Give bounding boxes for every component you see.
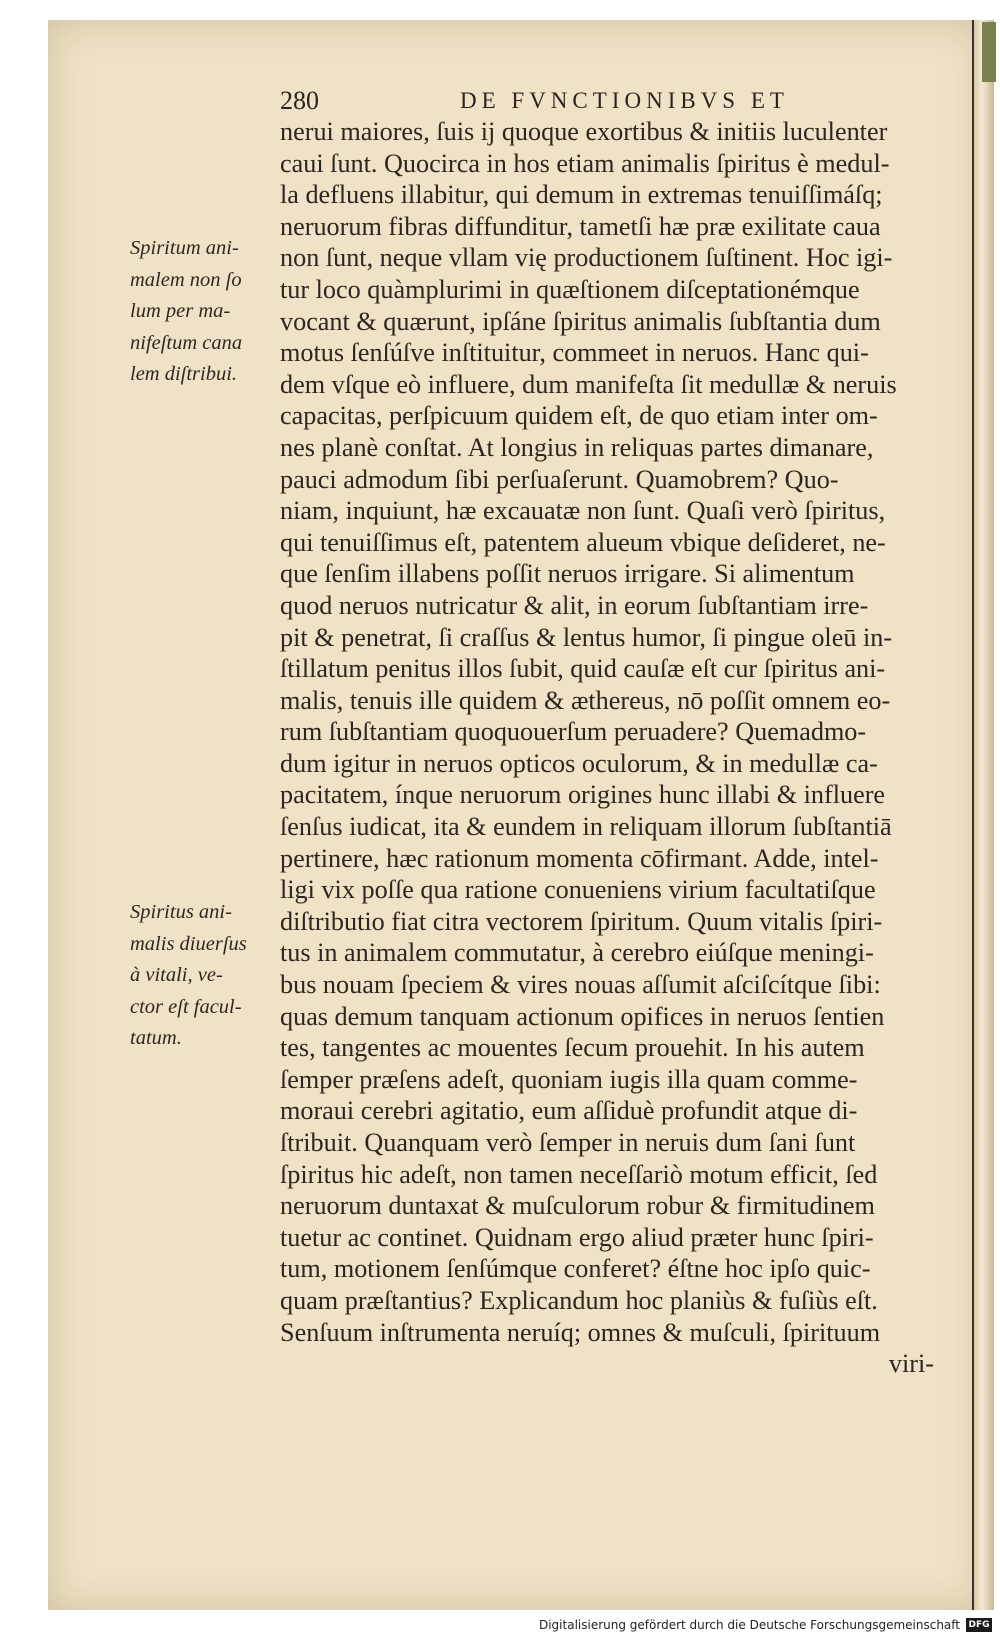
text-line: tur loco quàmplurimi in quæſtionem diſceptationémque [280,274,860,304]
margin-note-line: nifeſtum cana [130,331,243,354]
text-line: tuetur ac continet. Quidnam ergo aliud præter hunc ſpiri- [280,1222,874,1252]
text-line: pacitatem, ínque neruorum origines hunc illabi & influere [280,780,886,810]
text-line: que ſenſim illabens poſſit neruos irrigare. Si alimentum [280,559,855,589]
text-line: quas demum tanquam actionum opifices in neruos ſentien [280,1001,885,1031]
text-line: bus nouam ſpeciem & vires nouas aſſumit aſciſcítque ſibi: [280,970,881,1000]
text-line: Senſuum inſtrumenta neruíq; omnes & muſculi, ſpirituum [280,1317,881,1347]
text-line: quod neruos nutricatur & alit, in eorum ſubſtantiam irre- [280,590,869,620]
text-line: rum ſubſtantiam quoquouerſum peruadere? Quemadmo- [280,717,867,747]
text-line: neruorum duntaxat & muſculorum robur & firmitudinem [280,1191,875,1221]
digitization-footer [539,1615,992,1635]
text-line: capacitas, perſpicuum quidem eſt, de quo etiam inter om- [280,401,878,431]
margin-note-line: à vitali, ve- [130,964,223,987]
margin-note-line: lum per ma- [130,300,231,323]
text-line: pit & penetrat, ſi craſſus & lentus humor, ſi pingue oleū in- [280,622,893,652]
margin-note-2 [130,897,275,1055]
margin-note-line: tatum. [130,1027,182,1050]
margin-note-line: ctor eſt facul- [130,995,242,1018]
text-line: dum igitur in neruos opticos oculorum, & in medullæ ca- [280,748,878,778]
text-line: tes, tangentes ac mouentes ſecum prouehit. In his autem [280,1033,865,1063]
text-line: dem vſque eò influere, dum manifeſta ſit medullæ & neruis [280,369,897,399]
running-head [280,86,900,120]
text-line: ſenſus iudicat, ita & eundem in reliquam illorum ſubſtantiā [280,812,892,842]
margin-note-line: malem non ſo [130,268,242,291]
text-line: quam præſtantius? Explicandum hoc planiùs & fuſiùs eſt. [280,1285,878,1315]
margin-note-line: Spiritum ani- [130,237,239,259]
text-line: vocant & quærunt, ipſáne ſpiritus animalis ſubſtantia dum [280,306,881,336]
text-line: ſtribuit. Quanquam verò ſemper in neruis dum ſani ſunt [280,1128,856,1157]
ribbon-marker [982,22,996,82]
text-line: diſtributio fiat citra vectorem ſpiritum. Quum vitalis ſpiri- [280,906,883,936]
running-title: DE FVNCTIONIBVS ET [460,88,789,113]
text-line: malis, tenuis ille quidem & æthereus, nō poſſit omnem eo- [280,685,891,715]
text-line: caui ſunt. Quocirca in hos etiam animalis ſpiritus è medul- [280,148,890,178]
text-line: pertinere, hæc rationum momenta cōfirmant. Adde, intel- [280,843,879,873]
dfg-logo: DFG [966,1618,992,1632]
catchword: viri- [888,1349,934,1379]
text-line: tus in animalem commutatur, à cerebro eiúſque meningi- [280,938,874,968]
body-text [280,116,936,1380]
margin-note-line: malis diuerſus [130,932,247,955]
text-line: niam, inquiunt, hæ excauatæ non ſunt. Quaſi verò ſpiritus, [280,496,886,526]
text-line: nerui maiores, ſuis ij quoque exortibus & initiis luculenter [280,117,888,146]
margin-note-1 [130,233,275,391]
text-line: nes planè conſtat. At longius in reliquas partes dimanare, [280,432,874,462]
funding-credit: Digitalisierung gefördert durch die Deutsche Forschungsgemeinschaft [538,1618,960,1632]
margin-note-line: Spiritus ani- [130,901,232,923]
text-line: ſpiritus hic adeſt, non tamen neceſſariò motum efficit, ſed [280,1159,878,1189]
margin-note-line: lem diſtribui. [130,363,238,386]
page-edge [972,20,994,1610]
text-line: pauci admodum ſibi perſuaſerunt. Quamobrem? Quo- [280,464,839,494]
text-line: tum, motionem ſenſúmque conferet? éſtne hoc ipſo quic- [280,1254,871,1284]
text-line: non ſunt, neque vllam vię productionem ſuſtinent. Hoc igi- [280,243,893,273]
page-number: 280 [280,86,319,115]
text-line: ſemper præſens adeſt, quoniam iugis illa quam comme- [280,1064,858,1094]
text-line: ligi vix poſſe qua ratione conueniens virium facultatiſque [280,875,876,905]
text-line: qui tenuiſſimus eſt, patentem alueum vbique deſideret, ne- [280,527,886,557]
text-line: moraui cerebri agitatio, eum aſſiduè profundit atque di- [280,1096,858,1126]
text-line: neruorum fibras diffunditur, tametſi hæ præ exilitate caua [280,211,881,241]
text-line: ſtillatum penitus illos ſubit, quid cauſæ eſt cur ſpiritus ani- [280,654,886,684]
text-line: motus ſenſúſve inſtituitur, commeet in neruos. Hanc qui- [280,338,869,368]
text-line: la defluens illabitur, qui demum in extremas tenuiſſimáſq; [280,180,883,210]
